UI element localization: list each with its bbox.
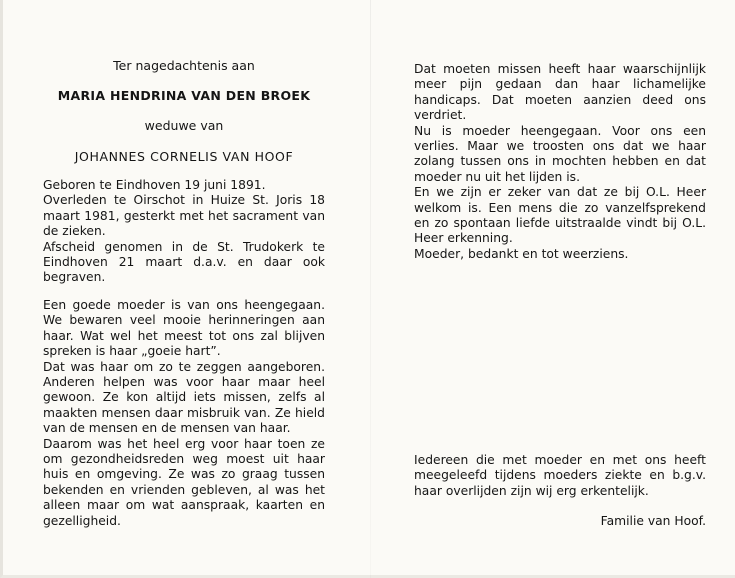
memory-block [43,298,325,529]
family-signature: Familie van Hoof. [600,514,706,528]
husband-name: JOHANNES CORNELIS VAN HOOF [74,149,294,164]
birth-paragraph: Geboren te Eindhoven 19 juni 1891. [43,178,266,192]
widow-of-label: weduwe van [144,118,224,133]
death-paragraph: Overleden te Oirschot in Huize St. Joris 18 maart 1981, gesterkt met het sacrament van de zieken. [43,193,325,239]
funeral-paragraph: Afscheid genomen in de St. Trudokerk te Eindhoven 21 maart d.a.v. en daar ook begraven. [43,239,325,285]
reflection-block [414,62,706,262]
reflection-paragraph: Nu is moeder heengegaan. Voor ons een verlies. Maar we troosten ons dat we haar zolang tussen ons in mochten hebben en dat moeder nu uit het lijden is. [414,123,706,184]
card-fold-line [370,0,371,578]
deceased-name: MARIA HENDRINA VAN DEN BROEK [57,88,311,103]
thanks-block [414,453,706,499]
memory-paragraph: Een goede moeder is van ons heengegaan. We bewaren veel mooie herinneringen aan haar. Wat wel het meest tot ons zal blijven spreken is haar „goeie hart”. [43,298,325,359]
farewell-paragraph: Moeder, bedankt en tot weerziens. [414,246,629,261]
reflection-paragraph: Dat moeten missen heeft haar waarschijnlijk meer pijn gedaan dan haar lichamelijke handicaps. Dat moeten aanzien deed ons verdriet. [414,62,706,123]
memory-paragraph: Dat was haar om zo te zeggen aangeboren. Anderen helpen was voor haar maar heel gewoon. Ze kon altijd iets missen, zelfs al maakten mensen daar misbruik van. Ze hield van de mensen en de mensen van haar. [43,359,325,436]
biography-block [43,178,325,286]
memory-paragraph: Daarom was het heel erg voor haar toen ze om gezondheidsreden weg moest uit haar huis en omgeving. Ze was zo graag tussen bekenden en vrienden gebleven, al was het alleen maar om wat aanspraak, kaarten en gezelligheid. [43,436,325,528]
thanks-paragraph: Iedereen die met moeder en met ons heeft meegeleefd tijdens moeders ziekte en b.g.v. haar overlijden zijn wij erg erkentelijk. [414,453,706,498]
reflection-paragraph: En we zijn er zeker van dat ze bij O.L. Heer welkom is. Een mens die zo vanzelfsprekend en zo spontaan liefde uitstraalde vindt bij O.L. Heer erkenning. [414,185,706,246]
memorial-heading: Ter nagedachtenis aan [113,58,255,73]
